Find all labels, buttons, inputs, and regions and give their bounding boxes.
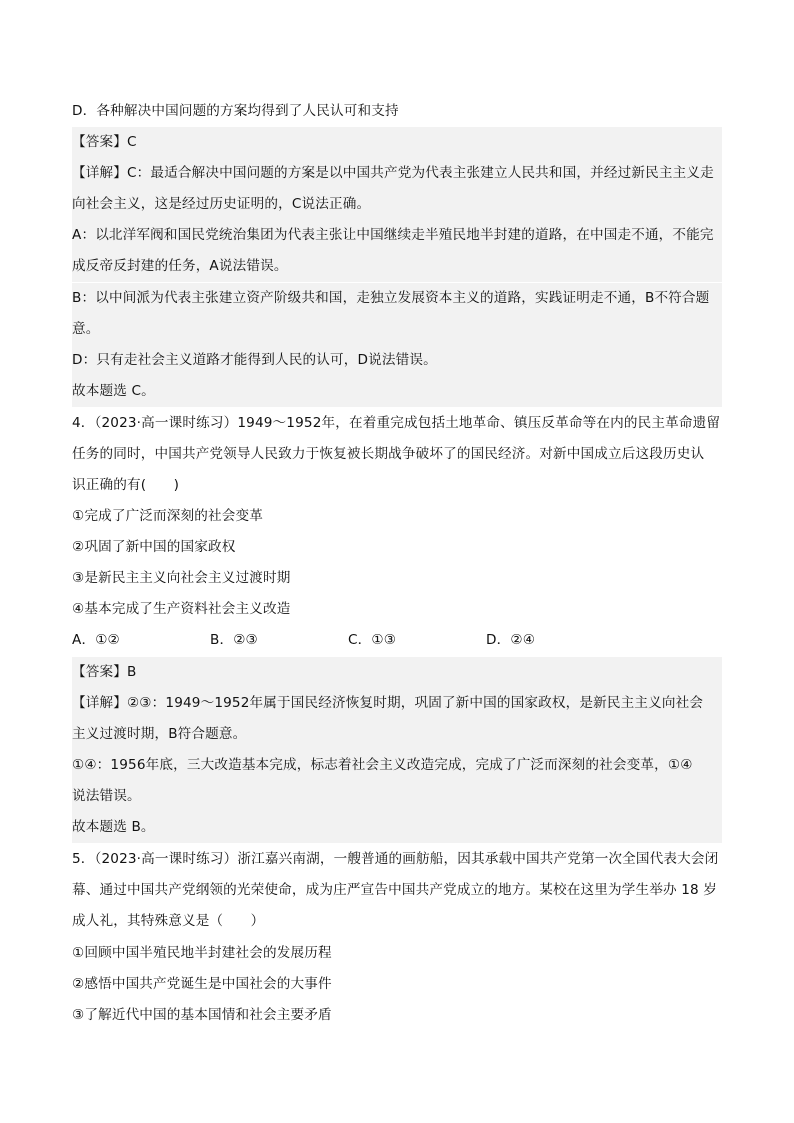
q4-option-b: B．②③ [210,632,258,648]
q5-stem-line: 5．（2023·高一课时练习）浙江嘉兴南湖，一艘普通的画舫船，因其承载中国共产党第一次全国代表大会闭 [72,851,719,867]
q4-option-d: D．②④ [486,632,536,648]
q4-stem-line: 4．（2023·高一课时练习）1949～1952年，在着重完成包括土地革命、镇压反革命等在内的民主革命遗留 [72,415,721,431]
q3-detail-line: 成反帝反封建的任务，A说法错误。 [72,251,722,282]
q3-option-d: D．各种解决中国问题的方案均得到了人民认可和支持 [72,103,399,119]
q4-detail-line: 主义过渡时期，B符合题意。 [72,719,722,750]
q4-statement: ①完成了广泛而深刻的社会变革 [72,508,264,524]
q3-detail-line: 故本题选 C。 [72,376,722,407]
q5-stem-line: 幕、通过中国共产党纲领的光荣使命，成为庄严宣告中国共产党成立的地方。某校在这里为学生举办 18 岁 [72,882,718,898]
q4-option-c: C．①③ [348,632,397,648]
q4-option-a: A．①② [72,632,120,648]
q4-detail-line: 【详解】②③：1949～1952年属于国民经济恢复时期，巩固了新中国的国家政权，是新民主主义向社会 [72,688,722,719]
q5-statement: ①回顾中国半殖民地半封建社会的发展历程 [72,945,332,961]
q4-statement: ③是新民主主义向社会主义过渡时期 [72,570,291,586]
q4-stem-line: 识正确的有( ) [72,477,180,493]
q4-stem-line: 任务的同时，中国共产党领导人民致力于恢复被长期战争破坏了的国民经济。对新中国成立后这段历史认 [72,446,705,462]
q5-statement: ③了解近代中国的基本国情和社会主要矛盾 [72,1007,332,1023]
q4-options [72,625,722,656]
q5-stem-line: 成人礼，其特殊意义是（ ） [72,913,265,929]
q4-statement: ②巩固了新中国的国家政权 [72,539,236,555]
q3-answer: 【答案】C [72,127,722,158]
q4-detail-line: ①④：1956年底，三大改造基本完成，标志着社会主义改造完成，完成了广泛而深刻的社会变革，①④ [72,750,722,781]
q4-detail-line: 故本题选 B。 [72,812,722,843]
q4-detail-line: 说法错误。 [72,781,722,812]
q3-detail-line: A：以北洋军阀和国民党统治集团为代表主张让中国继续走半殖民地半封建的道路，在中国走不通，不能完 [72,220,722,251]
q3-detail-line: B：以中间派为代表主张建立资产阶级共和国，走独立发展资本主义的道路，实践证明走不通，B不符合题 [72,283,722,314]
q3-detail-line: D：只有走社会主义道路才能得到人民的认可，D说法错误。 [72,345,722,376]
q3-detail-line: 【详解】C：最适合解决中国问题的方案是以中国共产党为代表主张建立人民共和国，并经过新民主主义走 [72,158,722,189]
q3-detail-line: 意。 [72,314,722,345]
q5-statement: ②感悟中国共产党诞生是中国社会的大事件 [72,976,332,992]
q3-detail-line: 向社会主义，这是经过历史证明的，C说法正确。 [72,189,722,220]
q4-statement: ④基本完成了生产资料社会主义改造 [72,601,291,617]
q4-answer: 【答案】B [72,657,722,688]
